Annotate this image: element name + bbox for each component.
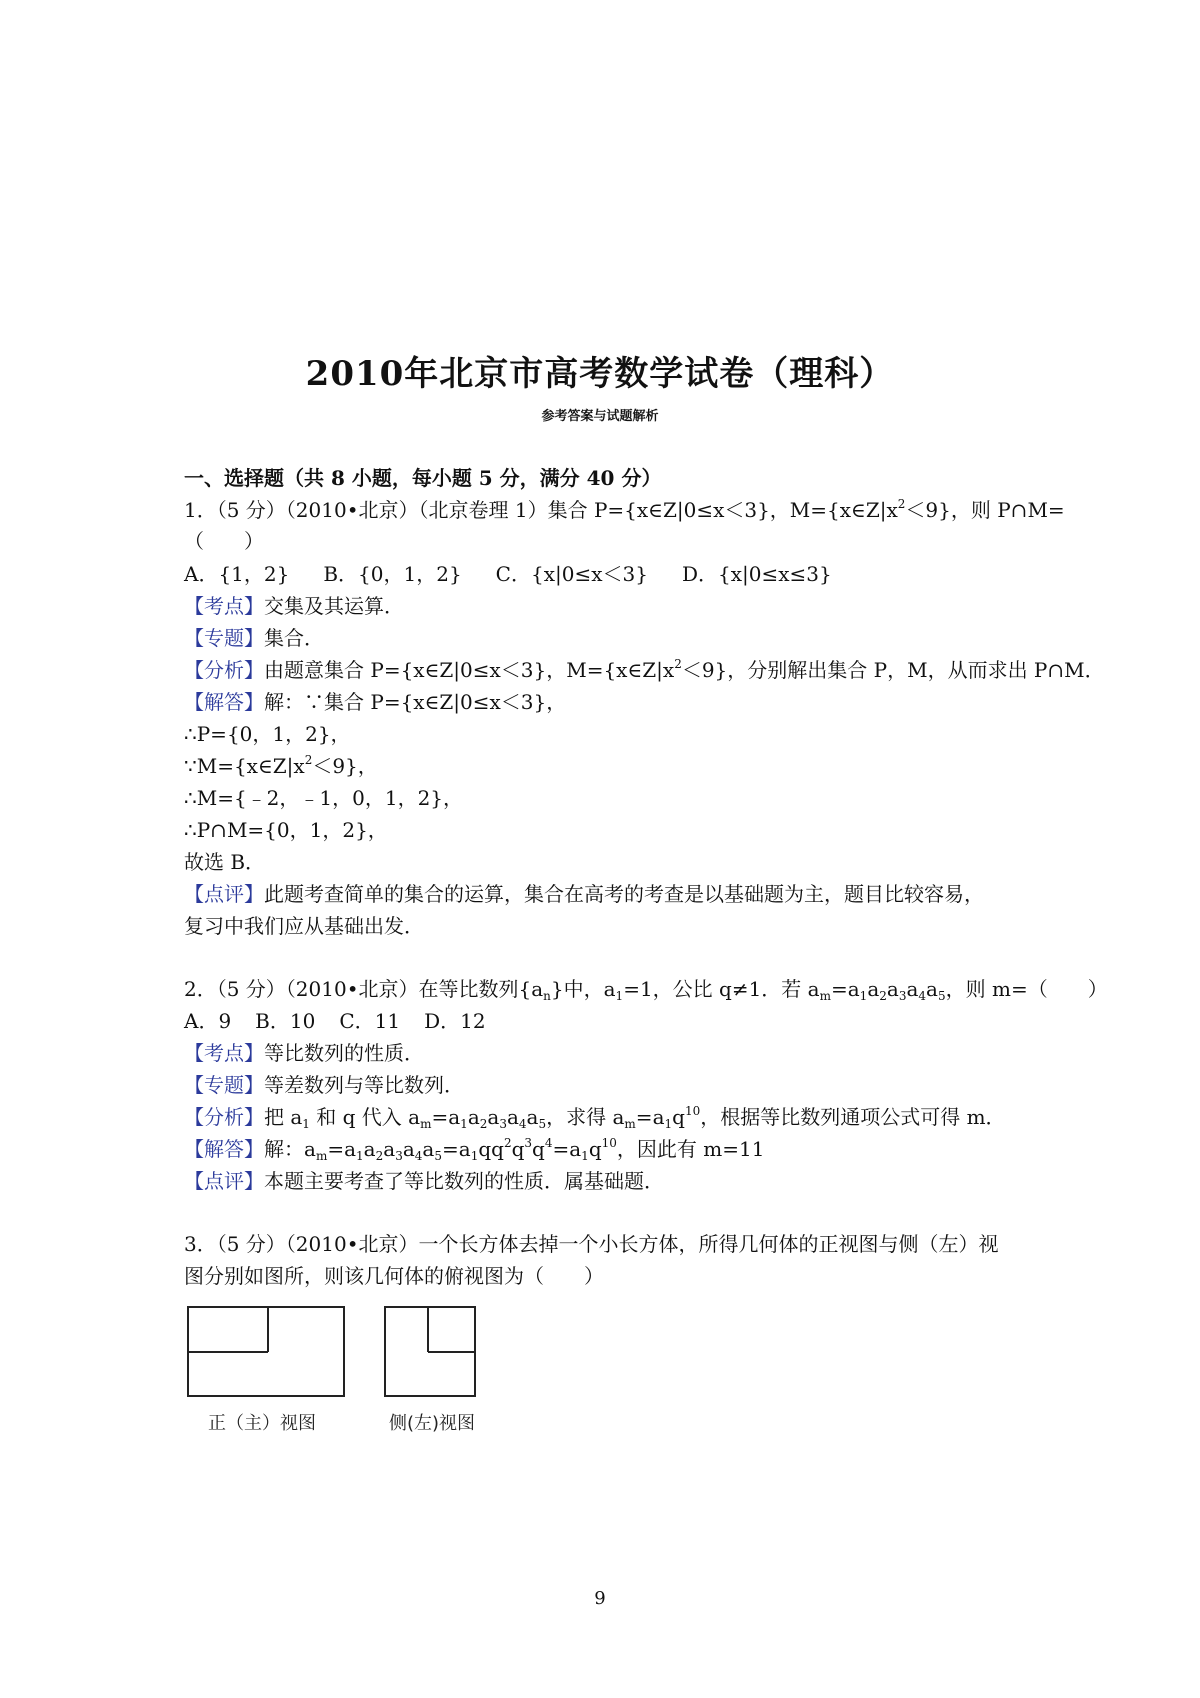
q1-stem-paren: （ ） [184,529,264,553]
q2-options [184,1007,510,1035]
q1-step-3: ∴M={﹣2，﹣1，0，1，2}， [184,786,464,810]
q2-option-d: D．12 [424,1009,486,1033]
q1-dianping: 【点评】此题考查简单的集合的运算，集合在高考的考查是以基础题为主，题目比较容易， [184,882,984,906]
q1-stem: 1．（5 分）（2010•北京）（北京卷理 1）集合 P={x∈Z|0≤x＜3}，$M=\{x\in Z|x^2<9\}$，则 P∩M= [184,497,1065,522]
front-view-figure [186,1305,346,1400]
q1-option-a: A．{1，2} [184,562,290,586]
q2-dianping: 【点评】本题主要考查了等比数列的性质．属基础题． [184,1169,664,1193]
q3-stem-cont: 图分别如图所，则该几何体的俯视图为（ ） [184,1264,604,1288]
q1-option-c: C．{x|0≤x＜3} [495,562,648,586]
q1-options [184,560,866,588]
tag-kaodian: 【考点】 [184,594,264,618]
page-number: 9 [594,1588,606,1609]
tag-dianping: 【点评】 [184,882,264,906]
q3-stem: 3．（5 分）（2010•北京）一个长方体去掉一个小长方体，所得几何体的正视图与侧（左）视 [184,1232,999,1256]
q2-zhuanti: 【专题】等差数列与等比数列． [184,1073,464,1097]
q2-option-a: A．9 [184,1009,232,1033]
front-view-caption: 正（主）视图 [208,1413,316,1434]
q1-fenxi: 【分析】由题意集合 P={x∈Z|0≤x＜3}，$M=\{x\in Z|x^2<9\}$，分别解出集合 P，M，从而求出 P∩M． [184,657,1105,682]
side-view-figure [383,1305,479,1400]
tag-jieda: 【解答】 [184,690,264,714]
q2-jieda: 【解答】解：$a_m=a_1a_2a_3a_4a_5=a_1qq^2q^3q^4=a_1q^{10}$，因此有 m=11 [184,1136,765,1163]
q1-step-2: $\because M=\{x\in Z|x^2<9\}$， [184,753,378,778]
section-heading: 一、选择题（共 8 小题，每小题 5 分，满分 40 分） [184,466,662,490]
q1-kaodian: 【考点】交集及其运算． [184,594,404,618]
q2-stem: 2．（5 分）（2010•北京）在等比数列$\{a_n\}$中，$a_1=1$，公比 q≠1．若 $a_m=a_1a_2a_3a_4a_5$，则 m=（ ） [184,977,1108,1003]
page-subtitle: 参考答案与试题解析 [541,409,659,424]
page-title: 2010年北京市高考数学试卷（理科） [305,354,895,394]
q1-option-d: D．{x|0≤x≤3} [681,562,832,586]
side-view-caption: 侧(左)视图 [389,1413,476,1434]
q1-dianping-cont: 复习中我们应从基础出发． [184,914,424,938]
q2-option-b: B．10 [255,1009,316,1033]
q1-jieda: 【解答】解：∵集合 P={x∈Z|0≤x＜3}， [184,690,567,714]
q1-zhuanti: 【专题】集合． [184,626,324,650]
q2-kaodian: 【考点】等比数列的性质． [184,1041,424,1065]
q2-fenxi: 【分析】把 $a_1$ 和 q 代入 $a_m=a_1a_2a_3a_4a_5$，求得 $a_m=a_1q^{10}$，根据等比数列通项公式可得 m． [184,1104,1006,1131]
tag-fenxi: 【分析】 [184,658,264,682]
q1-step-1: ∴P={0，1，2}， [184,722,351,746]
q1-option-b: B．{0，1，2} [323,562,462,586]
q1-step-4: ∴P∩M={0，1，2}， [184,818,388,842]
q1-step-5: 故选 B． [184,850,266,874]
q2-option-c: C．11 [339,1009,401,1033]
tag-zhuanti: 【专题】 [184,626,264,650]
